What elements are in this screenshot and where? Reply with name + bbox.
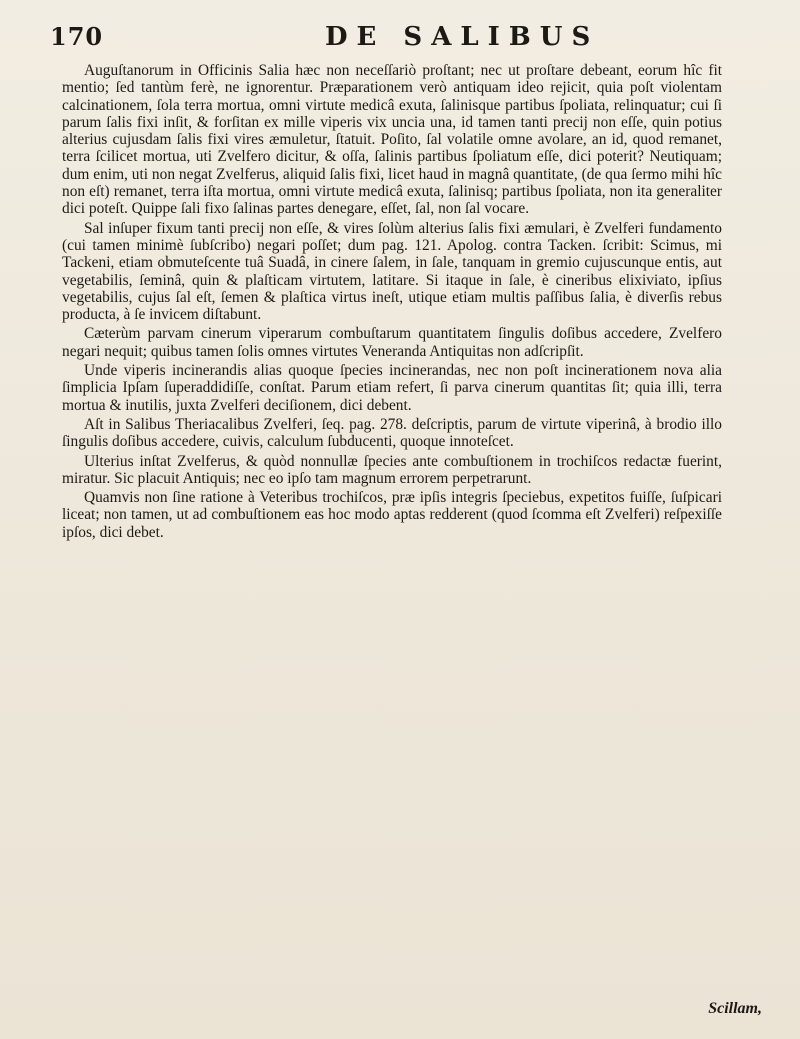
paragraph: Ulterius inſtat Zvelferus, & quòd nonnullæ ſpecies ante combuſtionem in trochiſcos redactæ fuerint, miratur. Sic placuit Antiquis; nec eo ipſo tam magnum errorem perpetrarunt. — [62, 452, 722, 487]
paragraph: Sal inſuper fixum tanti precij non eſſe, & vires ſolùm alterius ſalis fixi æmulari, è Zvelferi fundamento (cui tamen minimè ſubſcribo) negari poſſet; dum pag. 121. Apolog. contra Tacken. ſcribit: Scimus, mi Tackeni, etiam obmuteſcente tuâ Suadâ, in cinere ſalem, in ſale, tanquam in gremio cujuscunque entis, aut vegetabilis, ſeminâ, quin & plaſticam virtutem, latitare. Si itaque in ſale, è cineribus elixiviato, ipſius vegetabilis, cujus ſal eſt, ſemen & plaſtica virtus ineſt, utique etiam multis paſſibus ſalia, è diverſis rebus producta, à ſe invicem diſtabunt. — [62, 219, 722, 324]
catchword: Scillam, — [708, 1000, 762, 1017]
page-header — [40, 22, 760, 62]
page-number: 170 — [50, 22, 104, 51]
paragraph: Cæterùm parvam cinerum viperarum combuſtarum quantitatem ſingulis doſibus accedere, Zvelfero negari nequit; quibus tamen ſolis omnes virtutes Veneranda Antiquitas non adſcripſit. — [62, 325, 722, 360]
paragraph: Quamvis non ſine ratione à Veteribus trochiſcos, præ ipſis integris ſpeciebus, expetitos fuiſſe, ſuſpicari liceat; non tamen, ut ad combuſtionem eas hoc modo aptas redderent (quod ſcomma eſt Zvelferi) reſpexiſſe ipſos, dici debet. — [62, 489, 722, 541]
paragraph: Unde viperis incinerandis alias quoque ſpecies incinerandas, nec non poſt incinerationem nova alia ſimplicia Ipſam ſuperaddidiſſe, conſtat. Parum etiam refert, ſi parva cinerum quantitas ſit; quia illi, terra mortua & inutilis, juxta Zvelferi deciſionem, dici debent. — [62, 362, 722, 414]
paragraph: Aſt in Salibus Theriacalibus Zvelferi, ſeq. pag. 278. deſcriptis, parum de virtute viperinâ, à brodio illo ſingulis doſibus accedere, cuivis, calculum ſubducenti, quoque innoteſcet. — [62, 415, 722, 451]
paragraph: Auguſtanorum in Officinis Salia hæc non neceſſariò proſtant; nec ut proſtare debeant, eorum hîc fit mentio; ſed tantùm ferè, ne ignorentur. Præparationem verò antiquam ideo rejicit, quia poſt violentam calcinationem, ſola terra mortua, omni virtute medicâ exuta, ſalinisque partibus ſpoliata, relinquatur; cui ſi parum ſalis fixi inſit, & forſitan ex mille viperis vix uncia una, id tamen tanti precij non eſſe, quin potius alterius cujusdam ſalis fixi vires æmuletur, ſtatuit. Poſito, ſal volatile omne avolare, an id, quod remanet, terra ſcilicet mortua, uti Zvelfero dicitur, & oſſa, ſalinis partibus ſpoliatum eſſe, dici poterit? Neutiquam; dum enim, uti non negat Zvelferus, aliquid ſalis fixi, licet haud in magnâ quantitate, (de qua ſermo mihi hîc non eſt) remanet, terra iſta mortua, omni virtute medicâ exuta, ſalinisq; partibus ſpoliata, non ita generaliter dici poteſt. Quippe ſali fixo ſalinas partes denegare, eſſet, ſal, non ſal vocare. — [62, 62, 722, 218]
running-title: DE SALIBUS — [325, 22, 600, 52]
body-text — [62, 62, 722, 541]
